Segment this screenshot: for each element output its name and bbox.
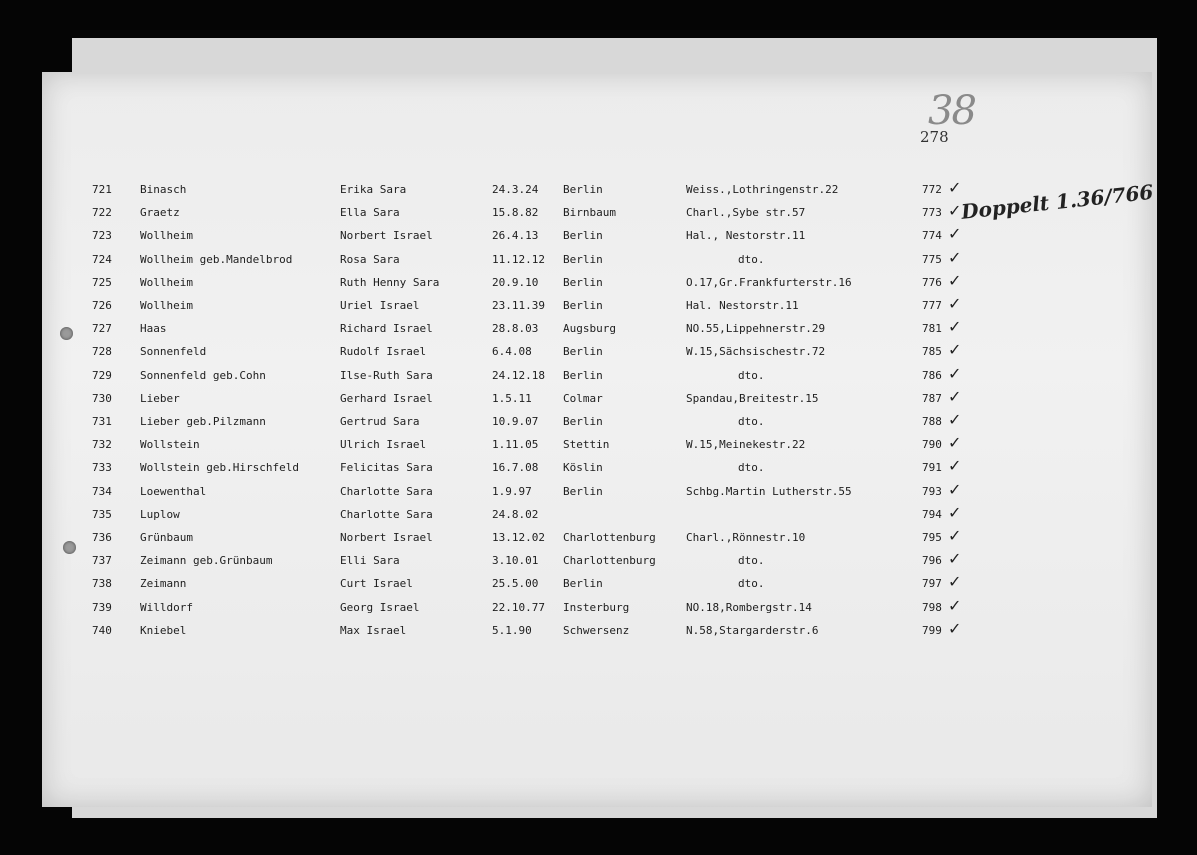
birth-date: 15.8.82 [492, 206, 539, 219]
entry-number: 729 [92, 369, 112, 382]
entry-number: 722 [92, 206, 112, 219]
first-name: Charlotte Sara [340, 508, 433, 521]
entry-number: 728 [92, 345, 112, 358]
surname: Luplow [140, 508, 180, 521]
birth-place: Berlin [563, 183, 603, 196]
reference-number: 776 [922, 276, 942, 289]
address: N.58,Stargarderstr.6 [686, 624, 819, 637]
birth-date: 3.10.01 [492, 554, 539, 567]
birth-date: 24.12.18 [492, 369, 545, 382]
first-name: Rosa Sara [340, 253, 400, 266]
first-name: Norbert Israel [340, 531, 433, 544]
list-row [0, 598, 1197, 618]
surname: Kniebel [140, 624, 187, 637]
reference-number: 793 [922, 485, 942, 498]
address: Hal. Nestorstr.11 [686, 299, 799, 312]
surname: Grünbaum [140, 531, 193, 544]
first-name: Erika Sara [340, 183, 407, 196]
reference-number: 795 [922, 531, 942, 544]
birth-place: Berlin [563, 253, 603, 266]
address: NO.55,Lippehnerstr.29 [686, 322, 826, 335]
birth-date: 22.10.77 [492, 601, 545, 614]
birth-date: 25.5.00 [492, 577, 539, 590]
surname: Zeimann [140, 577, 187, 590]
list-row [0, 250, 1197, 270]
birth-date: 26.4.13 [492, 229, 539, 242]
reference-number: 773 [922, 206, 942, 219]
address: Weiss.,Lothringenstr.22 [686, 183, 839, 196]
first-name: Georg Israel [340, 601, 420, 614]
birth-place: Berlin [563, 577, 603, 590]
birth-date: 16.7.08 [492, 461, 539, 474]
address: dto. [738, 253, 765, 266]
first-name: Ilse-Ruth Sara [340, 369, 433, 382]
list-row [0, 412, 1197, 432]
first-name: Ulrich Israel [340, 438, 427, 451]
address: Schbg.Martin Lutherstr.55 [686, 485, 852, 498]
birth-place: Berlin [563, 415, 603, 428]
first-name: Norbert Israel [340, 229, 433, 242]
entry-number: 730 [92, 392, 112, 405]
birth-place: Stettin [563, 438, 610, 451]
entry-number: 734 [92, 485, 112, 498]
check-mark-icon: ✓ [948, 248, 962, 267]
entry-number: 735 [92, 508, 112, 521]
list-row [0, 366, 1197, 386]
address: O.17,Gr.Frankfurterstr.16 [686, 276, 852, 289]
list-row [0, 621, 1197, 641]
surname: Wollstein geb.Hirschfeld [140, 461, 299, 474]
birth-date: 1.11.05 [492, 438, 539, 451]
list-row [0, 528, 1197, 548]
handwritten-page-number: 38 [928, 88, 975, 134]
birth-place: Charlottenburg [563, 531, 656, 544]
entry-number: 737 [92, 554, 112, 567]
birth-place: Colmar [563, 392, 603, 405]
first-name: Ruth Henny Sara [340, 276, 440, 289]
reference-number: 772 [922, 183, 942, 196]
address: Charl.,Rönnestr.10 [686, 531, 806, 544]
address: dto. [738, 554, 765, 567]
first-name: Charlotte Sara [340, 485, 433, 498]
birth-date: 13.12.02 [492, 531, 545, 544]
birth-place: Berlin [563, 229, 603, 242]
reference-number: 785 [922, 345, 942, 358]
list-row [0, 342, 1197, 362]
page-number: 278 [920, 128, 949, 146]
reference-number: 775 [922, 253, 942, 266]
birth-place: Berlin [563, 299, 603, 312]
reference-number: 790 [922, 438, 942, 451]
surname: Loewenthal [140, 485, 207, 498]
surname: Wollstein [140, 438, 200, 451]
entry-number: 724 [92, 253, 112, 266]
birth-date: 28.8.03 [492, 322, 539, 335]
first-name: Max Israel [340, 624, 407, 637]
check-mark-icon: ✓ [948, 619, 962, 638]
birth-date: 23.11.39 [492, 299, 545, 312]
birth-place: Charlottenburg [563, 554, 656, 567]
entry-number: 733 [92, 461, 112, 474]
birth-place: Berlin [563, 276, 603, 289]
birth-date: 11.12.12 [492, 253, 545, 266]
entry-number: 736 [92, 531, 112, 544]
birth-date: 24.8.02 [492, 508, 539, 521]
check-mark-icon: ✓ [948, 294, 962, 313]
surname: Wollheim [140, 299, 193, 312]
entry-number: 725 [92, 276, 112, 289]
reference-number: 798 [922, 601, 942, 614]
entry-number: 727 [92, 322, 112, 335]
list-row [0, 203, 1197, 223]
address: dto. [738, 369, 765, 382]
reference-number: 797 [922, 577, 942, 590]
reference-number: 786 [922, 369, 942, 382]
list-row [0, 574, 1197, 594]
first-name: Felicitas Sara [340, 461, 433, 474]
birth-date: 10.9.07 [492, 415, 539, 428]
first-name: Uriel Israel [340, 299, 420, 312]
address: W.15,Meinekestr.22 [686, 438, 806, 451]
address: dto. [738, 577, 765, 590]
surname: Sonnenfeld geb.Cohn [140, 369, 266, 382]
check-mark-icon: ✓ [948, 549, 962, 568]
first-name: Richard Israel [340, 322, 433, 335]
check-mark-icon: ✓ [948, 480, 962, 499]
check-mark-icon: ✓ [948, 224, 962, 243]
first-name: Curt Israel [340, 577, 413, 590]
birth-date: 1.5.11 [492, 392, 532, 405]
surname: Wollheim geb.Mandelbrod [140, 253, 293, 266]
check-mark-icon: ✓ [948, 526, 962, 545]
check-mark-icon: ✓ [948, 317, 962, 336]
birth-date: 24.3.24 [492, 183, 539, 196]
entry-number: 740 [92, 624, 112, 637]
list-row [0, 505, 1197, 525]
handwritten-duplicate-note: Doppelt 1.36/766 [960, 179, 1155, 224]
entry-number: 723 [92, 229, 112, 242]
check-mark-icon: ✓ [948, 201, 962, 220]
reference-number: 788 [922, 415, 942, 428]
reference-number: 794 [922, 508, 942, 521]
check-mark-icon: ✓ [948, 596, 962, 615]
reference-number: 787 [922, 392, 942, 405]
list-row [0, 551, 1197, 571]
entry-number: 726 [92, 299, 112, 312]
first-name: Gerhard Israel [340, 392, 433, 405]
reference-number: 774 [922, 229, 942, 242]
birth-place: Berlin [563, 345, 603, 358]
entry-number: 738 [92, 577, 112, 590]
entry-number: 721 [92, 183, 112, 196]
reference-number: 799 [922, 624, 942, 637]
surname: Wollheim [140, 276, 193, 289]
address: Spandau,Breitestr.15 [686, 392, 819, 405]
surname: Sonnenfeld [140, 345, 207, 358]
reference-number: 777 [922, 299, 942, 312]
address: dto. [738, 461, 765, 474]
check-mark-icon: ✓ [948, 410, 962, 429]
check-mark-icon: ✓ [948, 271, 962, 290]
address: Hal., Nestorstr.11 [686, 229, 806, 242]
check-mark-icon: ✓ [948, 456, 962, 475]
surname: Lieber geb.Pilzmann [140, 415, 266, 428]
list-row [0, 482, 1197, 502]
list-row [0, 458, 1197, 478]
surname: Graetz [140, 206, 180, 219]
first-name: Gertrud Sara [340, 415, 420, 428]
surname: Wollheim [140, 229, 193, 242]
birth-date: 5.1.90 [492, 624, 532, 637]
birth-place: Augsburg [563, 322, 616, 335]
reference-number: 796 [922, 554, 942, 567]
list-row [0, 273, 1197, 293]
surname: Haas [140, 322, 167, 335]
first-name: Elli Sara [340, 554, 400, 567]
birth-place: Berlin [563, 485, 603, 498]
birth-place: Birnbaum [563, 206, 616, 219]
first-name: Ella Sara [340, 206, 400, 219]
surname: Binasch [140, 183, 187, 196]
check-mark-icon: ✓ [948, 572, 962, 591]
birth-place: Schwersenz [563, 624, 630, 637]
birth-place: Insterburg [563, 601, 630, 614]
check-mark-icon: ✓ [948, 178, 962, 197]
check-mark-icon: ✓ [948, 503, 962, 522]
birth-place: Berlin [563, 369, 603, 382]
birth-date: 1.9.97 [492, 485, 532, 498]
entry-number: 731 [92, 415, 112, 428]
list-row [0, 226, 1197, 246]
address: W.15,Sächsischestr.72 [686, 345, 826, 358]
list-row [0, 435, 1197, 455]
check-mark-icon: ✓ [948, 387, 962, 406]
check-mark-icon: ✓ [948, 433, 962, 452]
check-mark-icon: ✓ [948, 364, 962, 383]
entry-number: 732 [92, 438, 112, 451]
surname: Lieber [140, 392, 180, 405]
list-row [0, 389, 1197, 409]
reference-number: 781 [922, 322, 942, 335]
list-row [0, 296, 1197, 316]
list-row [0, 180, 1197, 200]
birth-date: 6.4.08 [492, 345, 532, 358]
check-mark-icon: ✓ [948, 340, 962, 359]
first-name: Rudolf Israel [340, 345, 427, 358]
list-row [0, 319, 1197, 339]
birth-date: 20.9.10 [492, 276, 539, 289]
surname: Willdorf [140, 601, 193, 614]
address: NO.18,Rombergstr.14 [686, 601, 812, 614]
surname: Zeimann geb.Grünbaum [140, 554, 273, 567]
birth-place: Köslin [563, 461, 603, 474]
entry-number: 739 [92, 601, 112, 614]
reference-number: 791 [922, 461, 942, 474]
address: dto. [738, 415, 765, 428]
address: Charl.,Sybe str.57 [686, 206, 806, 219]
